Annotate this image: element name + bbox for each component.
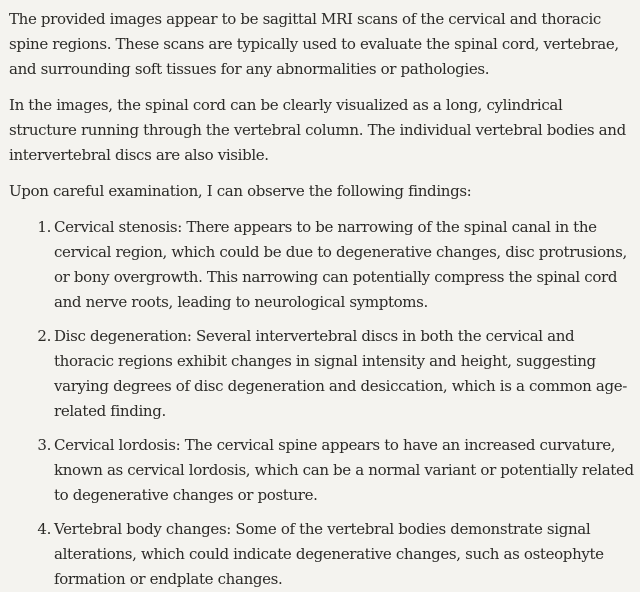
list-number: 3.	[37, 436, 51, 454]
intro-paragraph: The provided images appear to be sagittal MRI scans of the cervical and thoracic spine regions. These scans are typically used to evaluate the spinal cord, vertebrae, and surrounding soft tissues for any abnormalities or pathologies.	[9, 10, 619, 78]
finding-text: Cervical stenosis: There appears to be narrowing of the spinal canal in the cervical region, which could be due to degenerative changes, disc protrusions, or bony overgrowth. This narrowing can potentially compress the spinal cord and nerve roots, leading to neurological symptoms.	[54, 218, 627, 311]
finding-item	[24, 517, 634, 592]
list-number: 1.	[37, 218, 51, 236]
finding-item	[24, 324, 634, 424]
list-number: 2.	[37, 327, 51, 345]
findings-list	[9, 215, 634, 592]
list-number: 4.	[37, 520, 51, 538]
finding-item	[24, 215, 634, 315]
finding-text: Vertebral body changes: Some of the vertebral bodies demonstrate signal alterations, which could indicate degenerative changes, such as osteophyte formation or endplate changes.	[54, 520, 604, 588]
findings-lead-paragraph: Upon careful examination, I can observe the following findings:	[9, 182, 472, 200]
observation-paragraph: In the images, the spinal cord can be clearly visualized as a long, cylindrical structure running through the vertebral column. The individual vertebral bodies and intervertebral discs are also visible.	[9, 96, 626, 164]
finding-text: Disc degeneration: Several intervertebral discs in both the cervical and thoracic regions exhibit changes in signal intensity and height, suggesting varying degrees of disc degeneration and desiccation, which is a common age-related finding.	[54, 327, 627, 420]
finding-item	[24, 433, 634, 508]
finding-text: Cervical lordosis: The cervical spine appears to have an increased curvature, known as cervical lordosis, which can be a normal variant or potentially related to degenerative changes or posture.	[54, 436, 634, 504]
